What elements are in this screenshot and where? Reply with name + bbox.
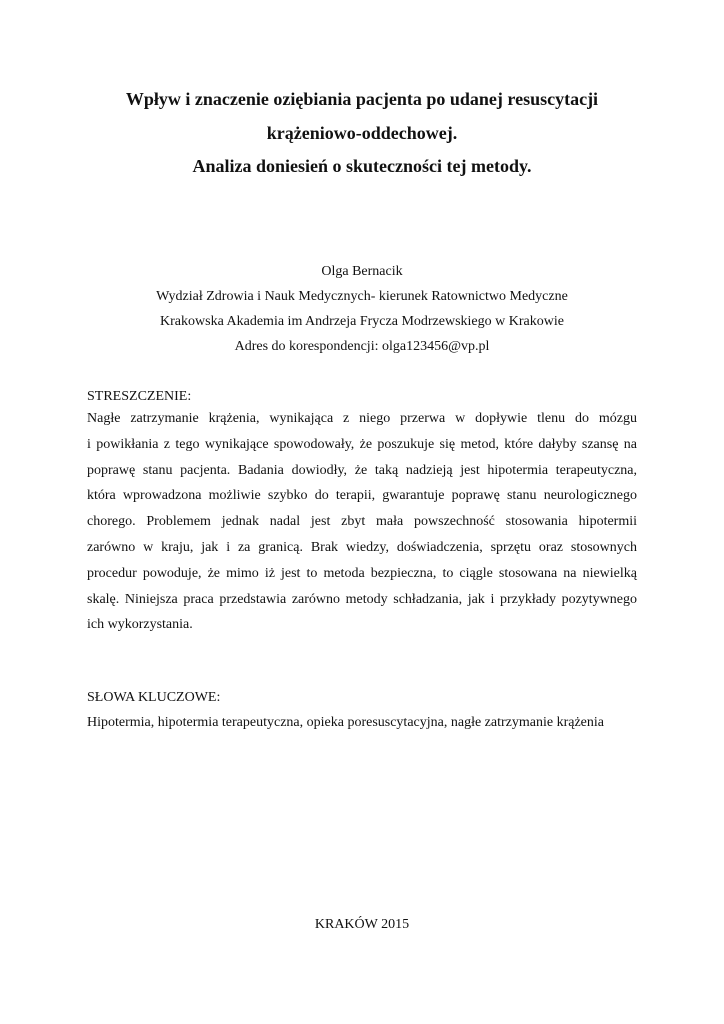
abstract-line: która wprowadzona możliwie szybko do terapii, gwarantuje poprawę stanu neurologicznego (87, 488, 637, 504)
place-and-year: KRAKÓW 2015 (314, 917, 410, 932)
abstract-line: zarówno w kraju, jak i za granicą. Brak wiedzy, doświadczenia, sprzętu oraz stosownych (87, 539, 637, 555)
abstract-line: chorego. Problemem jednak nadal jest zbyt mała powszechność stosowania hipotermii (87, 514, 637, 530)
author-institution: Krakowska Akademia im Andrzeja Frycza Modrzewskiego w Krakowie (160, 314, 564, 329)
title-line-3: Analiza doniesień o skuteczności tej metody. (192, 156, 532, 176)
author-department: Wydział Zdrowia i Nauk Medycznych- kierunek Ratownictwo Medyczne (156, 289, 568, 304)
abstract-line: poprawę stanu pacjenta. Badania dowiodły, że taką nadzieją jest hipotermia terapeutyczna, (87, 462, 637, 478)
abstract-line: Nagłe zatrzymanie krążenia, wynikająca z niego przerwa w dopływie tlenu do mózgu (87, 411, 637, 426)
title-line-2: krążeniowo-oddechowej. (266, 123, 458, 143)
title-line-1: Wpływ i znaczenie oziębiania pacjenta po udanej resuscytacji (125, 89, 599, 109)
abstract-body (87, 406, 637, 638)
abstract-line: i powikłania z tego wynikające spowodowały, że poszukuje się metod, które dałyby szansę na (87, 436, 637, 452)
abstract-line: skalę. Niniejsza praca przedstawia zarówno metody schładzania, jak i przykłady pozytywnego (87, 591, 637, 607)
keywords-list: Hipotermia, hipotermia terapeutyczna, opieka poresuscytacyjna, nagłe zatrzymanie krążenia (87, 715, 604, 730)
author-name: Olga Bernacik (321, 264, 403, 279)
keywords-heading: SŁOWA KLUCZOWE: (87, 690, 221, 705)
correspondence-address: Adres do korespondencji: olga123456@vp.pl (234, 339, 490, 354)
abstract-line: ich wykorzystania. (87, 617, 193, 633)
abstract-heading: STRESZCZENIE: (87, 389, 192, 404)
abstract-line: procedur powoduje, że mimo iż jest to metoda bezpieczna, to ciągle stosowana na niewielką (87, 565, 637, 581)
